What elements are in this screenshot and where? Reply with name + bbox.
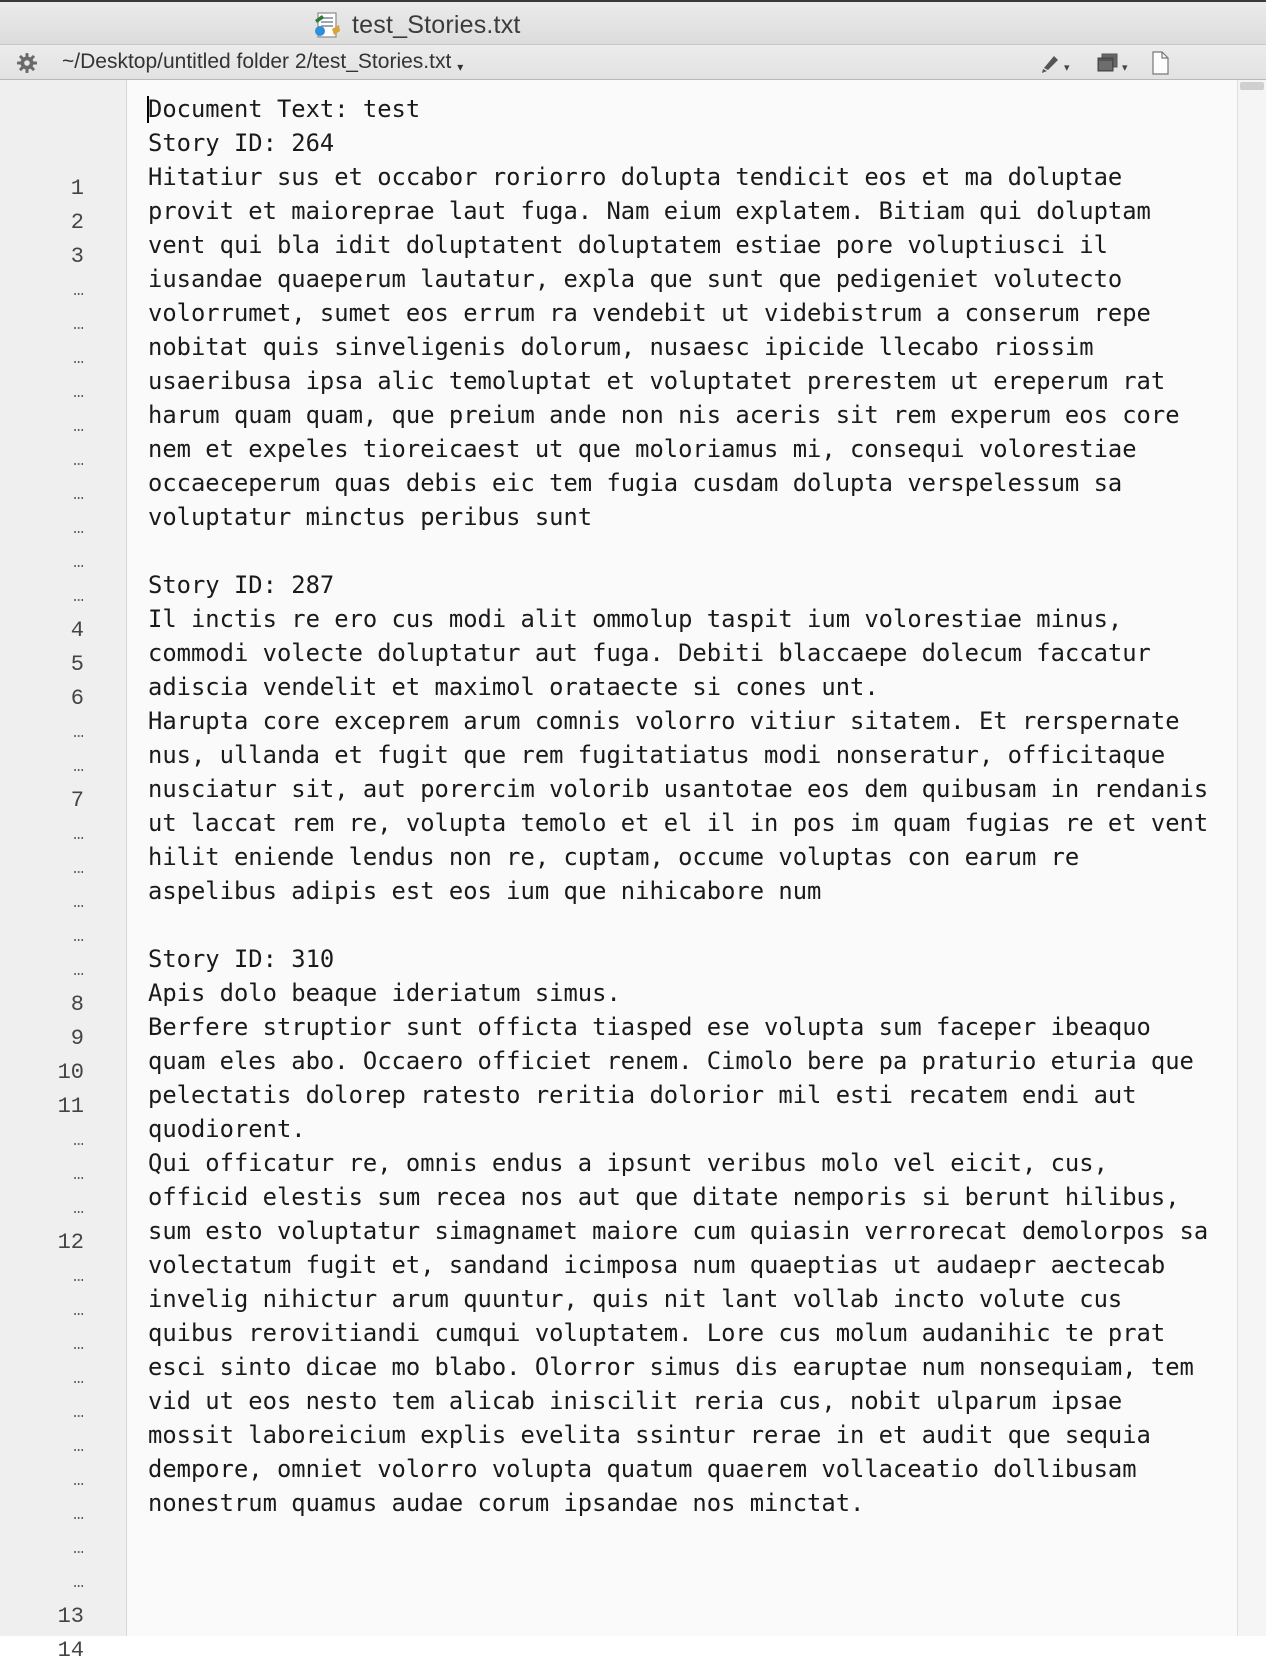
line-number: 2 xyxy=(70,210,84,235)
text-line[interactable]: Harupta core exceprem arum comnis volorro vitiur sitatem. Et rerspernate xyxy=(148,707,1180,735)
line-number: 13 xyxy=(57,1604,84,1629)
line-continuation-marker: … xyxy=(73,1437,84,1457)
text-line[interactable]: nobitat quis sinveligenis dolorum, nusaesc ipicide llecabo riossim xyxy=(148,333,1094,361)
marker-button[interactable] xyxy=(1040,51,1070,75)
text-line[interactable]: volorrumet, sumet eos errum ra vendebit ut videbistrum a conserum repe xyxy=(148,299,1151,327)
text-line[interactable]: invelig nihictur arum quuntur, quis nit lant vollab incto volute cus xyxy=(148,1285,1123,1313)
text-line[interactable]: voluptatur minctus peribus sunt xyxy=(148,503,593,531)
text-line[interactable]: commodi volecte doluptatur aut fuga. Debiti blaccaepe dolecum faccatur xyxy=(148,639,1151,667)
line-number: 10 xyxy=(57,1060,84,1085)
text-line[interactable]: mossit laboreicium explis evelita ssintur rerae in et audit que sequia xyxy=(148,1421,1151,1449)
line-continuation-marker: … xyxy=(73,1199,84,1219)
text-line[interactable]: quibus rerovitiandi cumqui voluptatem. Lore cus molum audanihic te prat xyxy=(148,1319,1166,1347)
line-continuation-marker: … xyxy=(73,723,84,743)
text-line[interactable]: Hitatiur sus et occabor roriorro dolupta tendicit eos et ma doluptae xyxy=(148,163,1123,191)
text-line[interactable] xyxy=(148,534,1233,568)
text-line[interactable]: usaeribusa ipsa alic temoluptat et voluptatet prerestem ut ereperum rat xyxy=(148,367,1166,395)
text-line[interactable]: officid elestis sum recea nos aut que ditate nemporis si berunt hilibus, xyxy=(148,1183,1180,1211)
text-line[interactable]: adiscia vendelit et maximol orataecte si cones unt. xyxy=(148,673,879,701)
line-continuation-marker: … xyxy=(73,757,84,777)
blank-document-icon xyxy=(1150,51,1170,75)
path-bar xyxy=(0,44,1266,80)
line-number: 14 xyxy=(57,1638,84,1663)
line-continuation-marker: … xyxy=(73,1335,84,1355)
text-line[interactable] xyxy=(148,1554,1233,1588)
text-line[interactable]: nus, ullanda et fugit que rem fugitatiatus modi nonseratur, officitaque xyxy=(148,741,1166,769)
text-line[interactable]: Berfere struptior sunt officta tiasped ese volupta sum faceper ibeaquo xyxy=(148,1013,1151,1041)
text-line[interactable]: occaeceperum quas debis eic tem fugia cusdam dolupta verspelessum sa xyxy=(148,469,1123,497)
line-number: 8 xyxy=(70,992,84,1017)
line-continuation-marker: … xyxy=(73,587,84,607)
text-line[interactable]: harum quam quam, que preium ande non nis aceris sit rem experum eos core xyxy=(148,401,1180,429)
chevron-down-icon: ▾ xyxy=(457,60,464,74)
window-title-group xyxy=(312,10,521,40)
text-line[interactable]: iusandae quaeperum lautatur, expla que sunt que pedigeniet volutecto xyxy=(148,265,1123,293)
text-document-icon[interactable] xyxy=(312,11,342,39)
line-continuation-marker: … xyxy=(73,349,84,369)
text-line[interactable] xyxy=(148,1520,1233,1554)
text-line[interactable]: hilit eniende lendus non re, cuptam, occume voluptas con earum re xyxy=(148,843,1080,871)
chevron-down-icon: ▾ xyxy=(1122,61,1128,74)
line-number: 5 xyxy=(70,652,84,677)
line-number: 4 xyxy=(70,618,84,643)
window-title: test_Stories.txt xyxy=(352,10,521,39)
text-line[interactable]: Qui officatur re, omnis endus a ipsunt veribus molo vel eicit, cus, xyxy=(148,1149,1108,1177)
text-line[interactable]: Apis dolo beaque ideriatum simus. xyxy=(148,979,621,1007)
file-path-label: ~/Desktop/untitled folder 2/test_Stories.txt xyxy=(62,50,452,73)
line-continuation-marker: … xyxy=(73,1573,84,1593)
pencil-marker-icon xyxy=(1040,52,1062,74)
line-continuation-marker: … xyxy=(73,417,84,437)
windows-button[interactable] xyxy=(1096,51,1128,75)
line-number: 3 xyxy=(70,244,84,269)
text-line[interactable]: Story ID: 310 xyxy=(148,945,335,973)
line-continuation-marker: … xyxy=(73,1165,84,1185)
line-number-list xyxy=(0,172,84,1668)
line-continuation-marker: … xyxy=(73,1539,84,1559)
line-continuation-marker: … xyxy=(73,281,84,301)
gear-icon[interactable] xyxy=(16,52,38,74)
scroll-thumb[interactable] xyxy=(1240,82,1264,90)
text-line[interactable]: vid ut eos nesto tem alicab iniscilit reria cus, nobit ulparum ipsae xyxy=(148,1387,1123,1415)
text-line[interactable]: dempore, omniet volorro volupta quatum quaerem vollaceatio dollibusam xyxy=(148,1455,1137,1483)
line-continuation-marker: … xyxy=(73,451,84,471)
line-continuation-marker: … xyxy=(73,315,84,335)
line-continuation-marker: … xyxy=(73,485,84,505)
line-continuation-marker: … xyxy=(73,859,84,879)
file-path-menu[interactable] xyxy=(62,50,463,74)
line-continuation-marker: … xyxy=(73,1471,84,1491)
text-editor[interactable] xyxy=(127,80,1237,1636)
line-continuation-marker: … xyxy=(73,893,84,913)
line-number: 1 xyxy=(70,176,84,201)
chevron-down-icon: ▾ xyxy=(1064,61,1070,74)
line-continuation-marker: … xyxy=(73,961,84,981)
line-number-gutter xyxy=(0,80,127,1663)
line-continuation-marker: … xyxy=(73,383,84,403)
text-line[interactable]: Story ID: 264 xyxy=(148,129,335,157)
line-continuation-marker: … xyxy=(73,1403,84,1423)
text-line[interactable]: quodiorent. xyxy=(148,1115,306,1143)
text-line[interactable]: Document Text: test xyxy=(148,95,421,123)
text-line[interactable]: sum esto voluptatur simagnamet maiore cum quiasin verrorecat demolorpos sa xyxy=(148,1217,1209,1245)
text-line[interactable]: nonestrum quamus audae corum ipsandae nos minctat. xyxy=(148,1489,865,1517)
document-button[interactable] xyxy=(1150,51,1170,75)
text-line[interactable]: pelectatis dolorep ratesto reritia dolorior mil esti recatem endi aut xyxy=(148,1081,1137,1109)
line-number: 11 xyxy=(57,1094,84,1119)
line-number: 12 xyxy=(57,1230,84,1255)
text-line[interactable]: volectatum fugit et, sandand icimposa num quaeptias ut audaepr aectecab xyxy=(148,1251,1166,1279)
line-continuation-marker: … xyxy=(73,1301,84,1321)
text-line[interactable]: aspelibus adipis est eos ium que nihicabore num xyxy=(148,877,822,905)
text-line[interactable]: nem et expeles tioreicaest ut que moloriamus mi, consequi volorestiae xyxy=(148,435,1137,463)
line-continuation-marker: … xyxy=(73,553,84,573)
text-line[interactable]: nusciatur sit, aut porercim volorib usantotae eos dem quibusam in rendanis xyxy=(148,775,1209,803)
text-lines xyxy=(148,92,1233,1588)
line-number: 6 xyxy=(70,686,84,711)
line-continuation-marker: … xyxy=(73,1369,84,1389)
line-continuation-marker: … xyxy=(73,1505,84,1525)
overlapping-windows-icon xyxy=(1096,52,1120,74)
text-line[interactable]: Il inctis re ero cus modi alit ommolup taspit ium volorestiae minus, xyxy=(148,605,1123,633)
title-bar[interactable] xyxy=(0,0,1266,44)
text-line[interactable]: vent qui bla idit doluptatent doluptatem estiae pore voluptiusci il xyxy=(148,231,1108,259)
line-continuation-marker: … xyxy=(73,1267,84,1287)
line-continuation-marker: … xyxy=(73,927,84,947)
text-line[interactable] xyxy=(148,908,1233,942)
text-line[interactable]: Story ID: 287 xyxy=(148,571,335,599)
text-line[interactable]: ut laccat rem re, volupta temolo et el il in pos im quam fugias re et vent xyxy=(148,809,1209,837)
vertical-scrollbar[interactable] xyxy=(1237,80,1266,1636)
line-continuation-marker: … xyxy=(73,825,84,845)
text-line[interactable]: quam eles abo. Occaero officiet renem. Cimolo bere pa praturio eturia que xyxy=(148,1047,1194,1075)
line-continuation-marker: … xyxy=(73,519,84,539)
text-line[interactable]: provit et maioreprae laut fuga. Nam eium explatem. Bitiam qui doluptam xyxy=(148,197,1151,225)
line-continuation-marker: … xyxy=(73,1131,84,1151)
text-line[interactable]: esci sinto dicae mo blabo. Olorror simus dis earuptae num nonsequiam, tem xyxy=(148,1353,1194,1381)
line-number: 7 xyxy=(70,788,84,813)
line-number: 9 xyxy=(70,1026,84,1051)
